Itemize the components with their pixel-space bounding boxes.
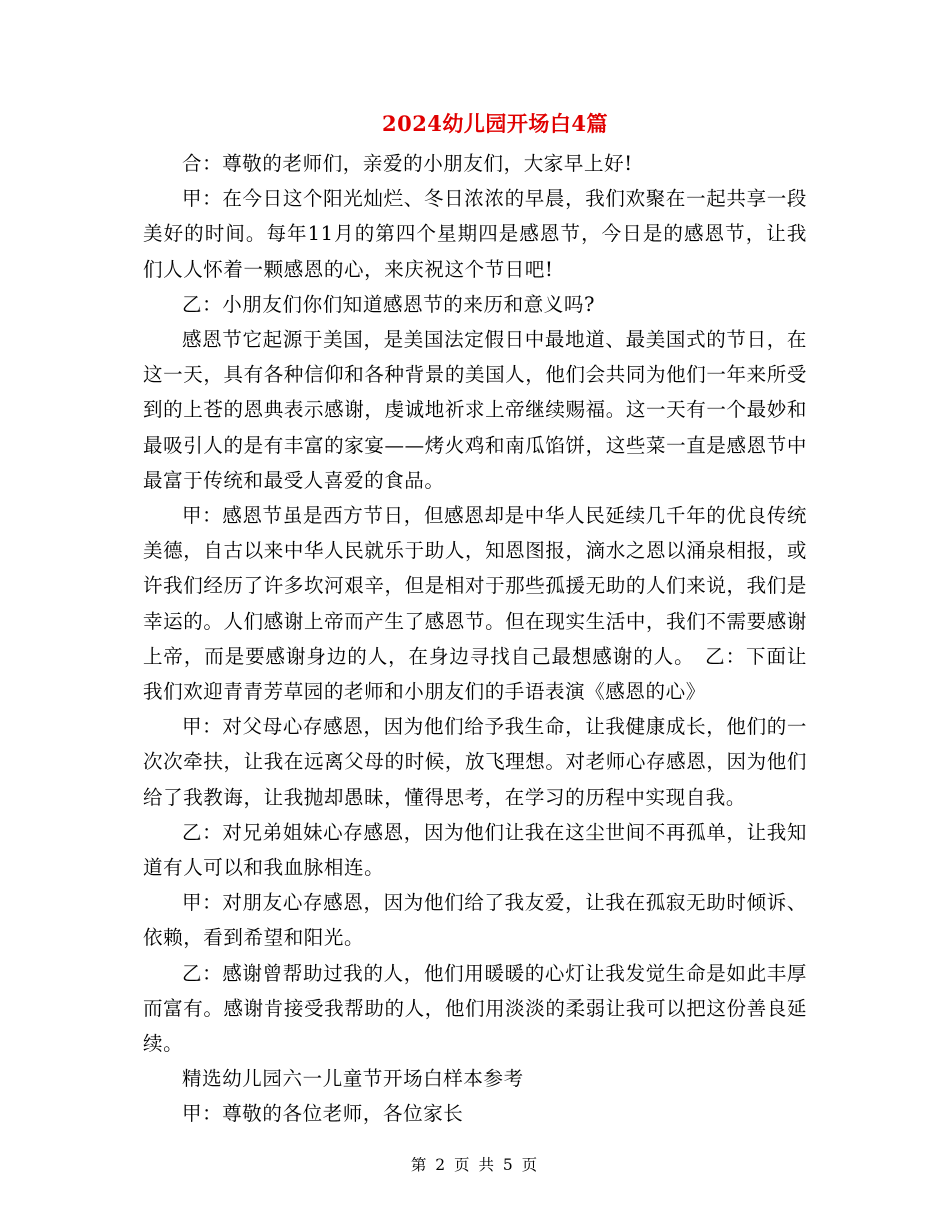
- document-body: [143, 146, 807, 1132]
- paragraph: 乙：对兄弟姐妹心存感恩，因为他们让我在这尘世间不再孤单，让我知道有人可以和我血脉相连。: [143, 820, 807, 880]
- paragraph: 甲：尊敬的各位老师，各位家长: [182, 1102, 464, 1126]
- paragraph: 合：尊敬的老师们，亲爱的小朋友们，大家早上好!: [182, 152, 633, 175]
- section-heading: 精选幼儿园六一儿童节开场白样本参考: [182, 1067, 524, 1091]
- page-number-footer: 第 2 页 共 5 页: [410, 1156, 540, 1174]
- paragraph: 甲：对朋友心存感恩，因为他们给了我友爱，让我在孤寂无助时倾诉、依赖，看到希望和阳光。: [143, 891, 807, 950]
- paragraph: 乙：感谢曾帮助过我的人，他们用暖暖的心灯让我发觉生命是如此丰厚而富有。感谢肯接受我帮助的人，他们用淡淡的柔弱让我可以把这份善良延续。: [143, 961, 807, 1056]
- paragraph: 甲：感恩节虽是西方节日，但感恩却是中华人民延续几千年的优良传统美德，自古以来中华人民就乐于助人，知恩图报，滴水之恩以涌泉相报，或许我们经历了许多坎河艰辛，但是相对于那些孤援无助的人们来说，我们是幸运的。人们感谢上帝而产生了感恩节。但在现实生活中，我们不需要感谢上帝，而是要感谢身边的人，在身边寻找自己最想感谢的人。 乙：下面让我们欢迎青青芳草园的老师和小朋友们的手语表演《感恩的心》: [143, 504, 807, 704]
- paragraph: 感恩节它起源于美国，是美国法定假日中最地道、最美国式的节日，在这一天，具有各种信仰和各种背景的美国人，他们会共同为他们一年来所受到的上苍的恩典表示感谢，虔诚地祈求上帝继续赐福。这一天有一个最妙和最吸引人的是有丰富的家宴——烤火鸡和南瓜馅饼，这些菜一直是感恩节中最富于传统和最受人喜爱的食品。: [143, 328, 807, 492]
- paragraph: 甲：在今日这个阳光灿烂、冬日浓浓的早晨，我们欢聚在一起共享一段美好的时间。每年11月的第四个星期四是感恩节，今日是的感恩节，让我们人人怀着一颗感恩的心，来庆祝这个节日吧!: [143, 187, 807, 281]
- page-title: 2024幼儿园开场白4篇: [381, 111, 609, 136]
- paragraph: 乙：小朋友们你们知道感恩节的来历和意义吗?: [182, 292, 596, 316]
- paragraph: 甲：对父母心存感恩，因为他们给予我生命，让我健康成长，他们的一次次牵扶，让我在远离父母的时候，放飞理想。对老师心存感恩，因为他们给了我教诲，让我抛却愚昧，懂得思考，在学习的历程中实现自我。: [143, 715, 807, 809]
